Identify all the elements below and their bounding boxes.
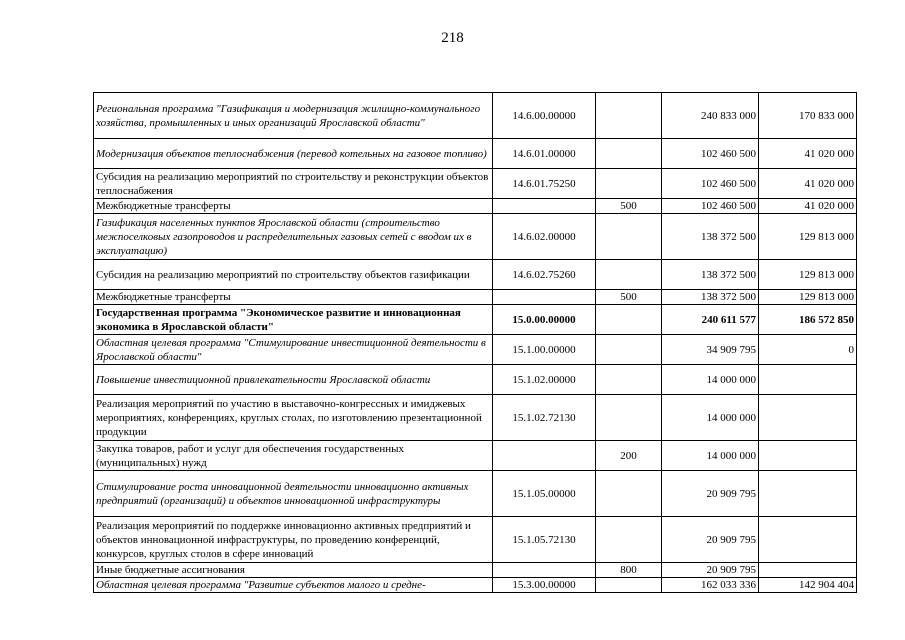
row-expense-type-cell <box>596 260 662 290</box>
table-row <box>94 365 857 395</box>
row-name-cell: Модернизация объектов теплоснабжения (перевод котельных на газовое топливо) <box>94 139 493 169</box>
row-name-cell: Региональная программа "Газификация и модернизация жилищно-коммунального хозяйства, промышленных и иных организаций Ярославской области" <box>94 93 493 139</box>
row-amount-1-cell: 14 000 000 <box>662 365 759 395</box>
table-row <box>94 305 857 335</box>
table-row <box>94 335 857 365</box>
row-amount-2-cell: 41 020 000 <box>759 199 857 214</box>
row-amount-2-cell <box>759 395 857 441</box>
row-code-cell <box>493 199 596 214</box>
row-expense-type-cell <box>596 471 662 517</box>
row-code-cell <box>493 290 596 305</box>
row-amount-1-cell: 102 460 500 <box>662 199 759 214</box>
row-code-cell: 14.6.01.75250 <box>493 169 596 199</box>
row-name-cell: Повышение инвестиционной привлекательности Ярославской области <box>94 365 493 395</box>
row-code-cell <box>493 441 596 471</box>
row-expense-type-cell: 500 <box>596 290 662 305</box>
row-expense-type-cell <box>596 578 662 593</box>
row-expense-type-cell <box>596 517 662 563</box>
row-amount-1-cell: 20 909 795 <box>662 471 759 517</box>
row-amount-2-cell <box>759 365 857 395</box>
row-amount-2-cell: 129 813 000 <box>759 290 857 305</box>
row-amount-1-cell: 20 909 795 <box>662 563 759 578</box>
row-amount-1-cell: 240 611 577 <box>662 305 759 335</box>
table-row <box>94 578 857 593</box>
table-row <box>94 290 857 305</box>
row-expense-type-cell <box>596 335 662 365</box>
row-code-cell: 14.6.02.75260 <box>493 260 596 290</box>
row-amount-2-cell: 186 572 850 <box>759 305 857 335</box>
row-name-cell: Областная целевая программа "Развитие субъектов малого и средне- <box>94 578 493 593</box>
row-amount-1-cell: 138 372 500 <box>662 260 759 290</box>
page-number: 218 <box>441 30 464 46</box>
row-name-cell: Областная целевая программа "Стимулирование инвестиционной деятельности в Ярославской области" <box>94 335 493 365</box>
row-amount-1-cell: 162 033 336 <box>662 578 759 593</box>
table-row <box>94 199 857 214</box>
row-expense-type-cell <box>596 139 662 169</box>
row-name-cell: Межбюджетные трансферты <box>94 290 493 305</box>
table-row <box>94 260 857 290</box>
row-expense-type-cell <box>596 365 662 395</box>
row-amount-2-cell: 0 <box>759 335 857 365</box>
row-code-cell: 15.1.05.72130 <box>493 517 596 563</box>
row-amount-2-cell <box>759 441 857 471</box>
row-expense-type-cell <box>596 305 662 335</box>
row-amount-1-cell: 138 372 500 <box>662 214 759 260</box>
row-name-cell: Межбюджетные трансферты <box>94 199 493 214</box>
row-name-cell: Субсидия на реализацию мероприятий по строительству и реконструкции объектов теплоснабжения <box>94 169 493 199</box>
row-amount-1-cell: 34 909 795 <box>662 335 759 365</box>
row-code-cell: 15.1.05.00000 <box>493 471 596 517</box>
row-expense-type-cell: 800 <box>596 563 662 578</box>
row-amount-2-cell: 129 813 000 <box>759 214 857 260</box>
row-code-cell: 15.0.00.00000 <box>493 305 596 335</box>
row-expense-type-cell: 200 <box>596 441 662 471</box>
budget-table-body <box>94 93 857 593</box>
row-name-cell: Государственная программа "Экономическое развитие и инновационная экономика в Ярославской области" <box>94 305 493 335</box>
table-row <box>94 214 857 260</box>
row-name-cell: Иные бюджетные ассигнования <box>94 563 493 578</box>
row-amount-2-cell: 129 813 000 <box>759 260 857 290</box>
row-code-cell: 15.1.00.00000 <box>493 335 596 365</box>
table-row <box>94 395 857 441</box>
table-row <box>94 441 857 471</box>
row-name-cell: Газификация населенных пунктов Ярославской области (строительство межпоселковых газопроводов и распределительных газовых сетей с вводом их в эксплуатацию) <box>94 214 493 260</box>
row-code-cell: 15.1.02.72130 <box>493 395 596 441</box>
row-amount-2-cell: 170 833 000 <box>759 93 857 139</box>
budget-table <box>93 92 857 593</box>
row-expense-type-cell <box>596 395 662 441</box>
table-row <box>94 517 857 563</box>
row-amount-2-cell: 142 904 404 <box>759 578 857 593</box>
row-code-cell: 15.3.00.00000 <box>493 578 596 593</box>
row-expense-type-cell <box>596 214 662 260</box>
table-row <box>94 471 857 517</box>
row-expense-type-cell <box>596 169 662 199</box>
row-name-cell: Закупка товаров, работ и услуг для обеспечения государственных (муниципальных) нужд <box>94 441 493 471</box>
row-amount-1-cell: 102 460 500 <box>662 139 759 169</box>
row-code-cell: 14.6.01.00000 <box>493 139 596 169</box>
row-amount-2-cell <box>759 471 857 517</box>
row-code-cell <box>493 563 596 578</box>
row-amount-2-cell <box>759 563 857 578</box>
row-amount-2-cell: 41 020 000 <box>759 169 857 199</box>
row-code-cell: 15.1.02.00000 <box>493 365 596 395</box>
row-amount-1-cell: 240 833 000 <box>662 93 759 139</box>
table-row <box>94 563 857 578</box>
row-name-cell: Субсидия на реализацию мероприятий по строительству объектов газификации <box>94 260 493 290</box>
row-amount-1-cell: 138 372 500 <box>662 290 759 305</box>
row-amount-1-cell: 102 460 500 <box>662 169 759 199</box>
table-row <box>94 93 857 139</box>
table-row <box>94 139 857 169</box>
row-amount-1-cell: 20 909 795 <box>662 517 759 563</box>
row-amount-1-cell: 14 000 000 <box>662 441 759 471</box>
row-code-cell: 14.6.00.00000 <box>493 93 596 139</box>
row-amount-2-cell <box>759 517 857 563</box>
table-row <box>94 169 857 199</box>
row-amount-1-cell: 14 000 000 <box>662 395 759 441</box>
row-amount-2-cell: 41 020 000 <box>759 139 857 169</box>
row-expense-type-cell <box>596 93 662 139</box>
row-name-cell: Стимулирование роста инновационной деятельности инновационно активных предприятий (организаций) и объектов инновационной инфраструктуры <box>94 471 493 517</box>
row-code-cell: 14.6.02.00000 <box>493 214 596 260</box>
row-name-cell: Реализация мероприятий по участию в выставочно-конгрессных и имиджевых мероприятиях, конференциях, круглых столах, по изготовлению презентационной продукции <box>94 395 493 441</box>
row-name-cell: Реализация мероприятий по поддержке инновационно активных предприятий и объектов инновационной инфраструктуры, по проведению конференций, конкурсов, круглых столов в сфере инноваций <box>94 517 493 563</box>
row-expense-type-cell: 500 <box>596 199 662 214</box>
